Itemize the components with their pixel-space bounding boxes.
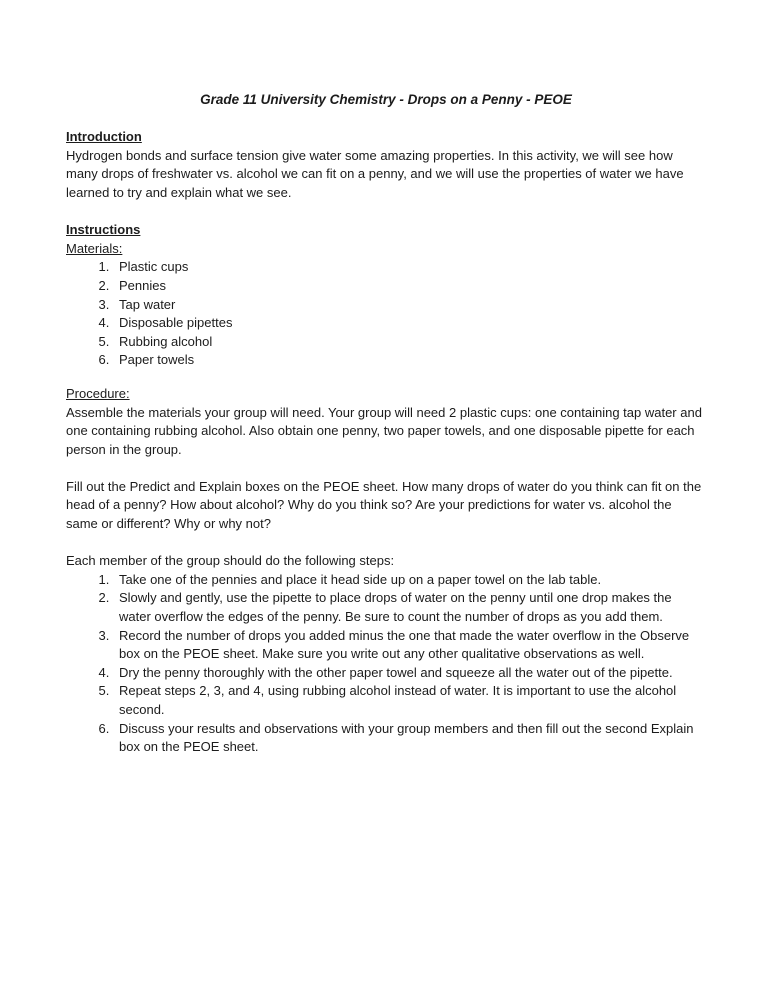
instructions-section — [66, 221, 706, 757]
material-item: 6. Paper towels — [113, 351, 706, 370]
steps-list — [66, 571, 706, 757]
material-item: 3. Tap water — [113, 296, 706, 315]
instructions-heading: Instructions — [66, 222, 141, 238]
introduction-paragraph: Hydrogen bonds and surface tension give water some amazing properties. In this activity, we will see how many drops of freshwater vs. alcohol we can fit on a penny, and we will use the properties of water we have learned to try and explain what we see. — [66, 147, 684, 200]
material-item: 1. Plastic cups — [113, 258, 706, 277]
document-title: Grade 11 University Chemistry - Drops on a Penny - PEOE — [200, 92, 572, 107]
procedure-paragraph: Fill out the Predict and Explain boxes on the PEOE sheet. How many drops of water do you think can fit on the head of a penny? How about alcohol? Why do you think so? Are your predictions for water vs. alcohol the same or different? Why or why not? — [66, 478, 702, 532]
step-item: 2. Slowly and gently, use the pipette to place drops of water on the penny until one drop makes the water overflow the edges of the penny. Be sure to count the number of drops as you add them. — [113, 589, 706, 626]
step-item: 5. Repeat steps 2, 3, and 4, using rubbing alcohol instead of water. It is important to use the alcohol second. — [113, 682, 706, 719]
material-item: 2. Pennies — [113, 277, 706, 296]
step-item: 1. Take one of the pennies and place it head side up on a paper towel on the lab table. — [113, 571, 706, 590]
procedure-label: Procedure: — [66, 385, 130, 401]
introduction-heading: Introduction — [66, 129, 142, 145]
steps-intro: Each member of the group should do the following steps: — [66, 553, 395, 569]
materials-list — [66, 258, 706, 370]
step-item: 3. Record the number of drops you added minus the one that made the water overflow in the Observe box on the PEOE sheet. Make sure you write out any other qualitative observations as well. — [113, 627, 706, 664]
introduction-section — [66, 128, 706, 202]
materials-label: Materials: — [66, 240, 123, 256]
step-item: 4. Dry the penny thoroughly with the other paper towel and squeeze all the water out of the pipette. — [113, 664, 706, 683]
material-item: 4. Disposable pipettes — [113, 314, 706, 333]
step-item: 6. Discuss your results and observations with your group members and then fill out the second Explain box on the PEOE sheet. — [113, 720, 706, 757]
material-item: 5. Rubbing alcohol — [113, 333, 706, 352]
procedure-paragraph: Assemble the materials your group will need. Your group will need 2 plastic cups: one containing tap water and one containing rubbing alcohol. Also obtain one penny, two paper towels, and one disposable pipette for each person in the group. — [66, 404, 702, 457]
